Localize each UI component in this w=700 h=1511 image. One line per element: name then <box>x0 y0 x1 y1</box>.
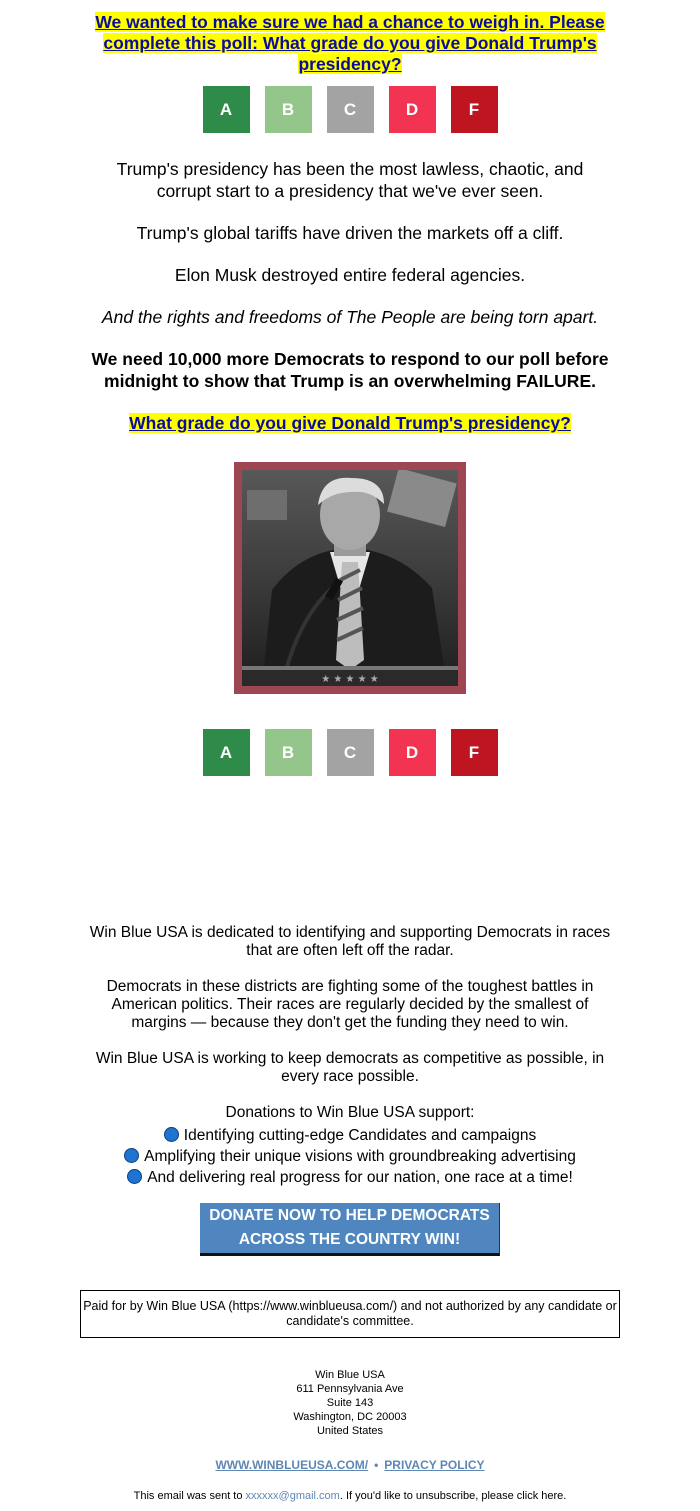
privacy-policy-link[interactable]: PRIVACY POLICY <box>384 1458 485 1472</box>
poll-headline-link[interactable]: We wanted to make sure we had a chance to weigh in. Please complete this poll: What grade do you give Donald Trump's presidency? <box>95 12 605 74</box>
svg-text:★ ★ ★ ★ ★: ★ ★ ★ ★ ★ <box>321 674 379 685</box>
link-separator: • <box>374 1458 379 1472</box>
recipient-email-link[interactable]: xxxxxx@gmail.com <box>245 1490 340 1502</box>
suite: Suite 143 <box>326 1397 374 1409</box>
grade-f-button[interactable]: F <box>451 86 498 133</box>
grade-buttons-bottom <box>0 729 700 776</box>
support-list <box>70 1125 630 1188</box>
paragraph-tariffs: Trump's global tariffs have driven the markets off a cliff. <box>136 223 564 243</box>
mailing-address <box>0 1368 700 1438</box>
support-item: Identifying cutting-edge Candidates and campaigns <box>70 1125 630 1146</box>
grade-b-button[interactable]: B <box>265 86 312 133</box>
grade-d-button[interactable]: D <box>389 729 436 776</box>
blue-circle-icon <box>124 1148 139 1163</box>
grade-a-button[interactable]: A <box>203 86 250 133</box>
street: 611 Pennsylvania Ave <box>296 1383 404 1395</box>
poll-headline-container <box>80 12 620 75</box>
support-item: Amplifying their unique visions with groundbreaking advertising <box>70 1146 630 1167</box>
grade-a-button[interactable]: A <box>203 729 250 776</box>
paragraph-lawless: Trump's presidency has been the most lawless, chaotic, and corrupt start to a presidency that we've ever seen. <box>116 159 584 201</box>
paragraph-rights: And the rights and freedoms of The People are being torn apart. <box>101 307 599 327</box>
city-state-zip: Washington, DC 20003 <box>293 1411 407 1423</box>
sent-to-notice: This email was sent to xxxxxx@gmail.com. If you'd like to unsubscribe, please click here. <box>133 1490 567 1502</box>
donate-button-line-1: DONATE NOW TO HELP DEMOCRATS <box>209 1207 490 1224</box>
donate-button[interactable] <box>200 1203 500 1256</box>
donate-button-line-2: ACROSS THE COUNTRY WIN! <box>238 1231 461 1248</box>
paid-for-disclaimer: Paid for by Win Blue USA (https://www.winblueusa.com/) and not authorized by any candidate or candidate's committee. <box>80 1290 620 1338</box>
question-link[interactable]: What grade do you give Donald Trump's presidency? <box>129 413 571 433</box>
footer-links <box>0 1458 700 1472</box>
grade-d-button[interactable]: D <box>389 86 436 133</box>
about-paragraph-2: Democrats in these districts are fighting some of the toughest battles in American politics. Their races are regularly decided by the smallest of margins — because they don't get the funding they need to win. <box>106 978 594 1031</box>
grade-c-button[interactable]: C <box>327 729 374 776</box>
candidate-photo[interactable] <box>234 462 466 694</box>
grade-f-button[interactable]: F <box>451 729 498 776</box>
country: United States <box>316 1425 384 1437</box>
about-paragraph-3: Win Blue USA is working to keep democrats as competitive as possible, in every race possible. <box>95 1050 605 1085</box>
blue-circle-icon <box>127 1169 142 1184</box>
website-link[interactable]: WWW.WINBLUEUSA.COM/ <box>215 1458 369 1472</box>
paragraph-musk: Elon Musk destroyed entire federal agencies. <box>174 265 526 285</box>
unsubscribe-text[interactable]: . If you'd like to unsubscribe, please click here. <box>339 1490 567 1502</box>
grade-b-button[interactable]: B <box>265 729 312 776</box>
grade-buttons-top <box>0 86 700 133</box>
question-link-container <box>70 412 630 434</box>
candidate-photo-image <box>242 470 458 686</box>
portrait-illustration <box>242 470 458 686</box>
about-paragraph-1: Win Blue USA is dedicated to identifying and supporting Democrats in races that are often left off the radar. <box>89 924 611 959</box>
support-item: And delivering real progress for our nation, one race at a time! <box>70 1167 630 1188</box>
blue-circle-icon <box>164 1127 179 1142</box>
grade-c-button[interactable]: C <box>327 86 374 133</box>
support-heading: Donations to Win Blue USA support: <box>225 1104 475 1121</box>
org-name: Win Blue USA <box>315 1369 385 1381</box>
paragraph-call-to-action: We need 10,000 more Democrats to respond to our poll before midnight to show that Trump is an overwhelming FAILURE. <box>91 349 609 391</box>
